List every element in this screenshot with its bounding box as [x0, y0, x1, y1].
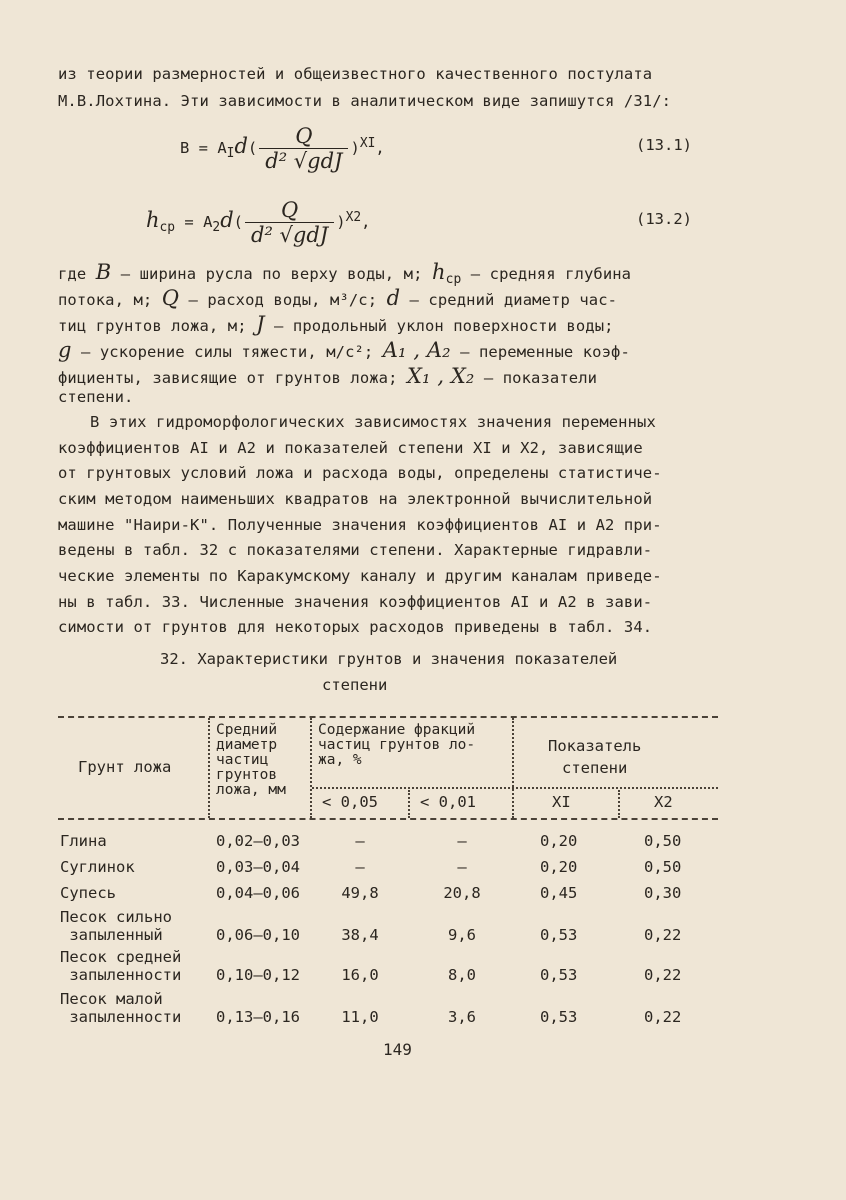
paragraph2-line9: симости от грунтов для некоторых расходов приведены в табл. 34.: [58, 618, 653, 636]
header-ground: Грунт ложа: [78, 758, 172, 776]
formula-13-1: $B = A_Id$( $\frac{Q}{\text{d² √gdJ}}$ )$^{XI}$,: [180, 124, 385, 173]
definitions-line5: фициенты, зависящие от грунтов ложа; X₁ , X₂ – показатели: [58, 364, 598, 388]
header-fraction-lt001: < 0,01: [420, 793, 476, 811]
cell-diameter: 0,06–0,10: [216, 926, 300, 944]
table-divider: [310, 718, 312, 818]
cell-lt001: –: [457, 858, 467, 876]
header-x2: X2: [654, 793, 673, 811]
cell-lt001: 20,8: [443, 884, 481, 902]
cell-ground: Песок малой запыленности: [60, 990, 182, 1026]
definitions-line6: степени.: [58, 388, 134, 406]
definitions-line1: где B – ширина русла по верху воды, м; $h_{ср}$ – средняя глубина: [58, 260, 632, 288]
cell-lt001: –: [457, 832, 467, 850]
cell-diameter: 0,03–0,04: [216, 858, 300, 876]
paragraph2-line6: ведены в табл. 32 с показателями степени. Характерные гидравли-: [58, 541, 653, 559]
paragraph1-line2: М.В.Лохтина. Эти зависимости в аналитическом виде запишутся /31/:: [58, 92, 672, 110]
cell-diameter: 0,10–0,12: [216, 966, 300, 984]
cell-diameter: 0,13–0,16: [216, 1008, 300, 1026]
paragraph2-line8: ны в табл. 33. Численные значения коэффициентов AI и A2 в зави-: [58, 593, 653, 611]
table-divider: [408, 790, 410, 818]
cell-lt001: 3,6: [448, 1008, 476, 1026]
cell-lt005: 38,4: [341, 926, 379, 944]
table-divider: [208, 718, 210, 818]
paragraph2-line5: машине "Наири-К". Полученные значения коэффициентов AI и A2 при-: [58, 516, 662, 534]
table-divider: [512, 718, 514, 818]
cell-ground: Песок сильно запыленный: [60, 908, 172, 944]
equation-number-13-2: (13.2): [636, 210, 692, 228]
header-fraction-lt005: < 0,05: [322, 793, 378, 811]
cell-x2: 0,30: [644, 884, 682, 902]
page-number: 149: [383, 1040, 412, 1059]
cell-lt005: –: [355, 832, 365, 850]
cell-x2: 0,50: [644, 832, 682, 850]
definitions-line3: тиц грунтов ложа, м; J – продольный уклон поверхности воды;: [58, 312, 614, 336]
cell-lt001: 8,0: [448, 966, 476, 984]
equation-number-13-1: (13.1): [636, 136, 692, 154]
table-caption-line2: степени: [322, 676, 388, 694]
header-fractions: Содержание фракций частиц грунтов ло- жа, %: [318, 722, 476, 768]
cell-x2: 0,22: [644, 1008, 682, 1026]
definitions-line4: g – ускорение силы тяжести, м/с²; A₁ , A₂ – переменные коэф-: [58, 338, 630, 362]
cell-lt005: 16,0: [341, 966, 379, 984]
paragraph2-line2: коэффициентов AI и A2 и показателей степени XI и X2, зависящие: [58, 439, 643, 457]
cell-x1: 0,53: [540, 926, 578, 944]
cell-ground: Песок средней запыленности: [60, 948, 182, 984]
formula-13-2: $h_{ср} = A_2d$( $\frac{Q}{\text{d² √gdJ}}$ )$^{X2}$,: [146, 198, 371, 247]
table-header-bottom-rule: [58, 818, 718, 820]
table-top-rule: [58, 716, 718, 718]
table-divider: [618, 790, 620, 818]
cell-lt005: 11,0: [341, 1008, 379, 1026]
cell-lt005: –: [355, 858, 365, 876]
cell-x1: 0,20: [540, 858, 578, 876]
paragraph1-line1: из теории размерностей и общеизвестного качественного постулата: [58, 65, 653, 83]
cell-x1: 0,53: [540, 1008, 578, 1026]
cell-x1: 0,45: [540, 884, 578, 902]
cell-x1: 0,53: [540, 966, 578, 984]
paragraph2-line4: ским методом наименьших квадратов на электронной вычислительной: [58, 490, 653, 508]
cell-x1: 0,20: [540, 832, 578, 850]
cell-x2: 0,22: [644, 966, 682, 984]
header-exponent: Показатель степени: [548, 737, 642, 777]
cell-ground: Супесь: [60, 884, 116, 902]
cell-lt005: 49,8: [341, 884, 379, 902]
paragraph2-line1: В этих гидроморфологических зависимостях значения переменных: [90, 413, 656, 431]
cell-ground: Суглинок: [60, 858, 135, 876]
paragraph2-line7: ческие элементы по Каракумскому каналу и другим каналам приведе-: [58, 567, 662, 585]
cell-diameter: 0,04–0,06: [216, 884, 300, 902]
header-diameter: Средний диаметр частиц грунтов ложа, мм: [216, 722, 286, 798]
cell-lt001: 9,6: [448, 926, 476, 944]
cell-x2: 0,22: [644, 926, 682, 944]
table-caption-line1: 32. Характеристики грунтов и значения показателей: [160, 650, 618, 668]
cell-diameter: 0,02–0,03: [216, 832, 300, 850]
table-subheader-rule: [312, 787, 718, 789]
definitions-line2: потока, м; Q – расход воды, м³/с; d – средний диаметр час-: [58, 286, 618, 310]
cell-ground: Глина: [60, 832, 107, 850]
header-x1: XI: [552, 793, 571, 811]
cell-x2: 0,50: [644, 858, 682, 876]
paragraph2-line3: от грунтовых условий ложа и расхода воды, определены статистиче-: [58, 464, 662, 482]
